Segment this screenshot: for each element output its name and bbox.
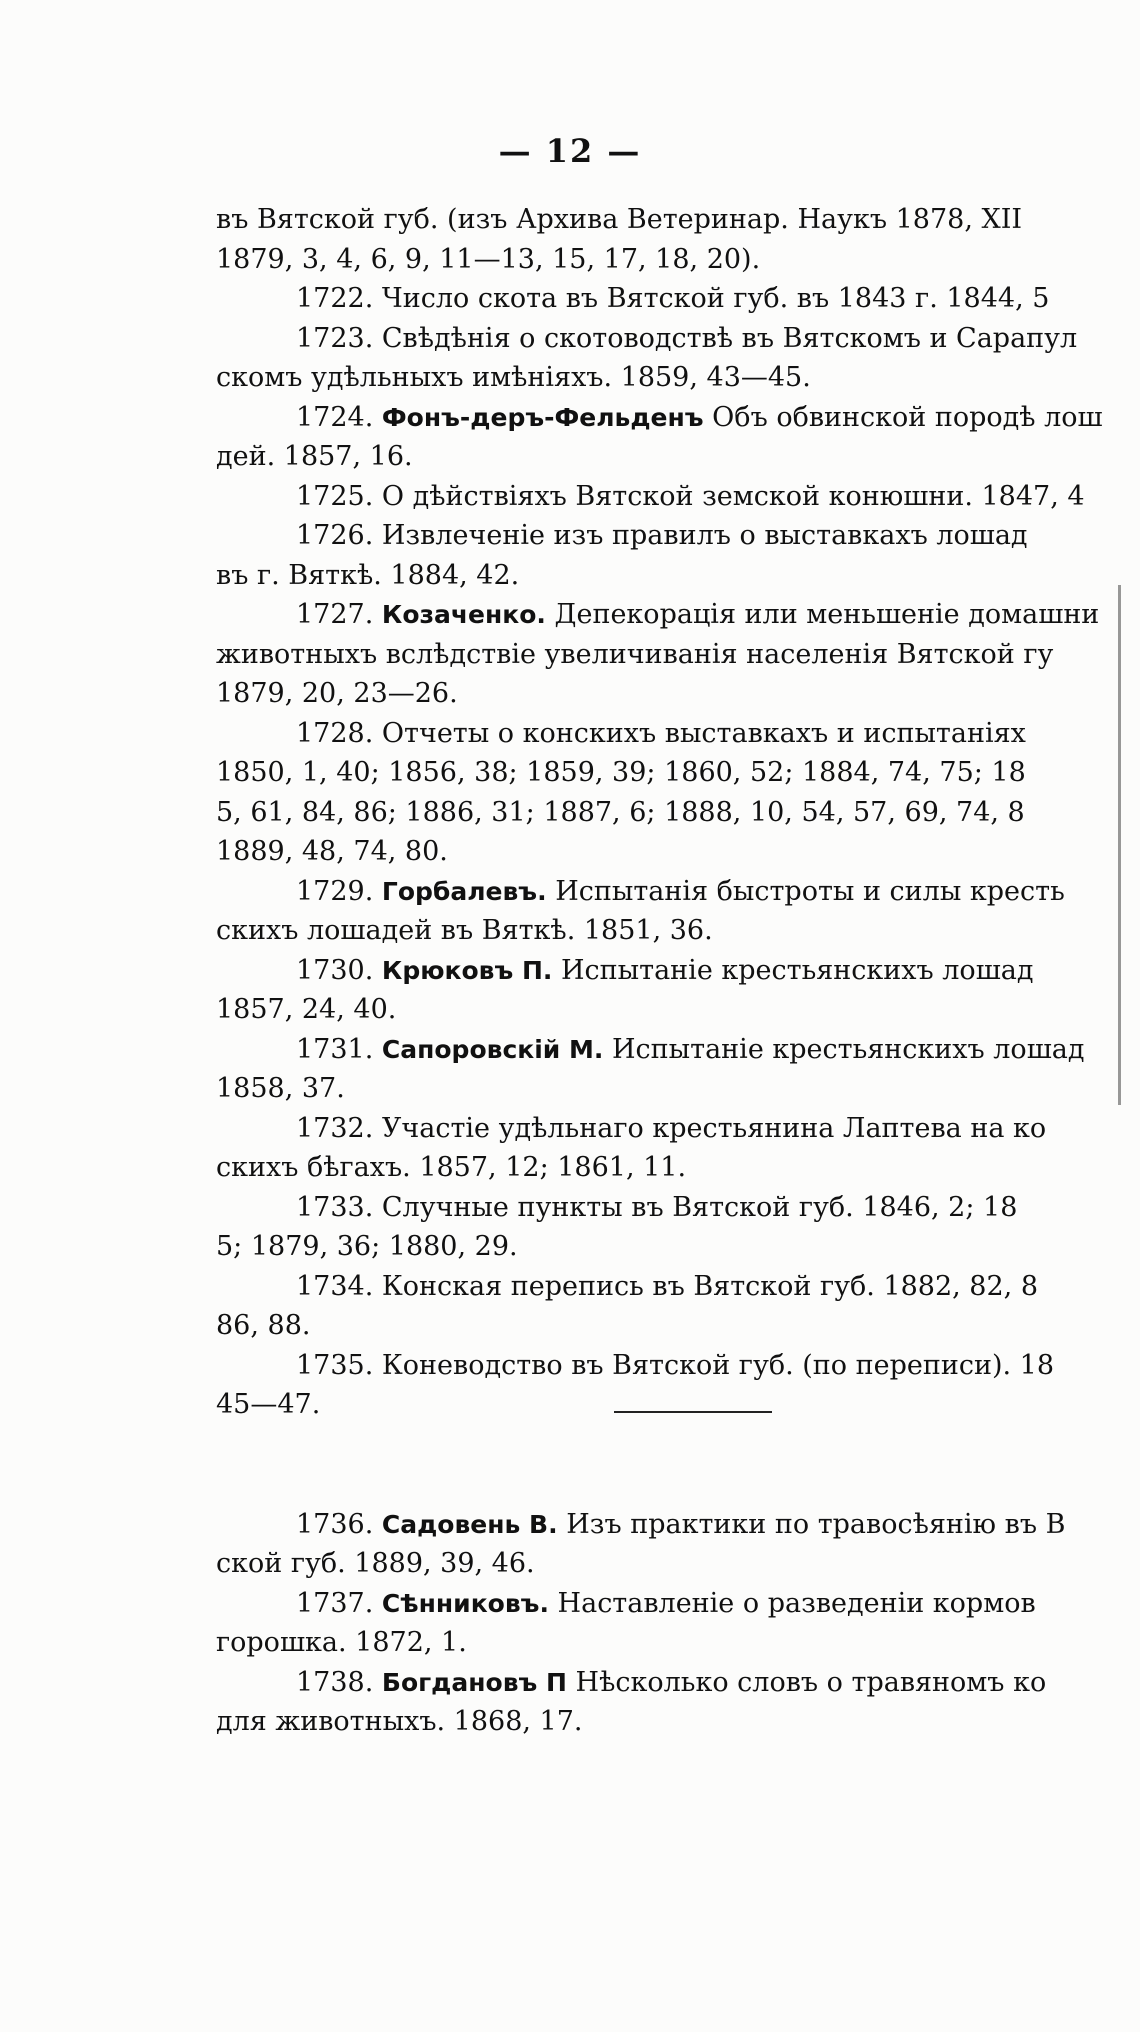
entry-text: скихъ бѣгахъ. 1857, 12; 1861, 11. [216,1152,687,1183]
entry-number: 1724. [296,401,374,433]
entries-section-a [216,279,1140,1425]
entry-text: животныхъ вслѣдствіе увеличиванія населенія Вятской гу [216,638,1054,670]
entry-first-line [216,1109,1140,1149]
entry-number: 1728. [296,717,374,749]
entry-continuation-line [216,1069,1140,1109]
bibliography-entry [216,1663,1140,1742]
entry-text: горошка. 1872, 1. [216,1627,467,1658]
entry-text: 1879, 20, 23—26. [216,678,458,709]
entry-continuation-line [216,1623,1140,1663]
bibliography-entry [216,872,1140,951]
bibliography-entry [216,477,1140,517]
entry-author: Фонъ-деръ-Фельденъ [381,402,704,432]
entry-first-line [216,1188,1140,1228]
entry-text: Объ обвинской породѣ лош [712,401,1103,433]
entry-number: 1729. [296,875,374,907]
entry-author: Горбалевъ. [381,876,547,906]
entry-text: 5; 1879, 36; 1880, 29. [216,1231,518,1262]
entry-first-line [216,1346,1140,1386]
entry-text: Число скота въ Вятской губ. въ 1843 г. 1844, 5 [381,283,1050,314]
bibliography-entry [216,1109,1140,1188]
entry-text: скихъ лошадей въ Вяткѣ. 1851, 36. [216,915,713,946]
bibliography-entry [216,1188,1140,1267]
entry-first-line [216,1663,1140,1703]
entry-continuation-line [216,556,1140,596]
entry-author: Сѣнниковъ. [381,1588,549,1618]
bibliography-entry [216,279,1140,319]
entry-first-line [216,1505,1140,1545]
entry-number: 1731. [296,1033,374,1065]
continuation-line: 1879, 3, 4, 6, 9, 11—13, 15, 17, 18, 20). [216,243,761,275]
entry-first-line [216,477,1140,517]
entry-text: для животныхъ. 1868, 17. [216,1706,583,1737]
bibliography-entry [216,951,1140,1030]
entry-text: Изъ практики по травосѣянію въ В [566,1508,1066,1540]
bibliography-entry [216,516,1140,595]
continuation-line: въ Вятской губ. (изъ Архива Ветеринар. Наукъ 1878, XII [216,204,1023,235]
entry-continuation-line [216,635,1140,675]
entry-continuation-line [216,1544,1140,1584]
entry-text: Нѣсколько словъ о травяномъ ко [575,1666,1047,1698]
entry-text: Коневодство въ Вятской губ. (по переписи). 18 [381,1349,1055,1381]
entry-continuation-line [216,1306,1140,1346]
page-number: — 12 — [498,132,642,170]
entry-text: въ г. Вяткѣ. 1884, 42. [216,559,520,591]
entry-first-line [216,319,1140,359]
entry-continuation-line [216,437,1140,477]
bibliography-entry [216,1505,1140,1584]
entry-text: скомъ удѣльныхъ имѣніяхъ. 1859, 43—45. [216,362,811,393]
entry-text: 1858, 37. [216,1073,345,1104]
bibliography-entry [216,714,1140,872]
entry-first-line [216,872,1140,912]
entry-number: 1723. [296,322,374,354]
entry-text: Депекорація или меньшеніе домашни [554,599,1100,630]
entry-author: Садовень В. [381,1509,558,1539]
entry-number: 1737. [296,1587,374,1619]
entry-number: 1734. [296,1270,374,1302]
entry-text: Конская перепись въ Вятской губ. 1882, 82, 8 [381,1270,1039,1302]
entry-author: Крюковъ П. [381,955,553,985]
entry-first-line [216,1030,1140,1070]
entry-continuation-line [216,1702,1140,1742]
entry-first-line [216,398,1140,438]
entry-text: 5, 61, 84, 86; 1886, 31; 1887, 6; 1888, 10, 54, 57, 69, 74, 8 [216,796,1025,828]
bibliography-text [216,200,1140,1742]
entry-first-line [216,951,1140,991]
entry-first-line [216,1584,1140,1624]
entry-text: Испытаніе крестьянскихъ лошад [612,1033,1085,1065]
entry-continuation-line [216,1227,1140,1267]
entry-text: Отчеты о конскихъ выставкахъ и испытаніях [381,717,1026,749]
entry-first-line [216,279,1140,319]
entry-author: Сапоровскій М. [381,1034,604,1064]
entries-section-b [216,1505,1140,1742]
bibliography-entry [216,319,1140,398]
entry-number: 1735. [296,1349,374,1381]
entry-continuation-line [216,674,1140,714]
entry-continuation-line [216,990,1140,1030]
entry-number: 1733. [296,1191,374,1223]
bibliography-entry [216,1584,1140,1663]
entry-first-line [216,516,1140,556]
entry-text: 1850, 1, 40; 1856, 38; 1859, 39; 1860, 52; 1884, 74, 75; 18 [216,757,1026,788]
entry-continuation-line [216,832,1140,872]
bibliography-entry [216,1030,1140,1109]
entry-first-line [216,595,1140,635]
entry-continuation-line [216,911,1140,951]
entry-number: 1738. [296,1666,374,1698]
entry-number: 1730. [296,954,374,986]
entry-number: 1736. [296,1508,374,1540]
entry-continuation-line [216,753,1140,793]
bibliography-entry [216,1267,1140,1346]
entry-text: Свѣдѣнія о скотоводствѣ въ Вятскомъ и Сарапул [381,322,1078,354]
entry-text: Испытаніе крестьянскихъ лошад [561,954,1034,986]
entry-continuation-line [216,793,1140,833]
section-gap [216,1425,1140,1465]
entry-number: 1725. [296,480,374,512]
entry-text: О дѣйствіяхъ Вятской земской конюшни. 1847, 4 [381,480,1085,512]
entry-continuation-line [216,1385,1140,1425]
entry-number: 1726. [296,520,374,551]
entry-text: 45—47. [216,1389,321,1420]
entry-continuation-line [216,358,1140,398]
entry-text: Случные пункты въ Вятской губ. 1846, 2; 18 [381,1191,1018,1223]
entry-text: Извлеченіе изъ правилъ о выставкахъ лошад [381,520,1028,551]
bibliography-entry [216,595,1140,714]
entry-first-line [216,714,1140,754]
section-gap [216,1465,1140,1505]
entry-first-line [216,1267,1140,1307]
entry-text: 1857, 24, 40. [216,994,397,1025]
entry-text: 86, 88. [216,1310,311,1341]
entry-author: Козаченко. [381,600,546,629]
entry-text: Участіе удѣльнаго крестьянина Лаптева на ко [381,1112,1047,1144]
entry-text: Наставленіе о разведеніи кормов [557,1587,1036,1619]
entry-number: 1722. [296,283,374,314]
entry-continuation-line [216,1148,1140,1188]
entry-text: Испытанія быстроты и силы кресть [555,875,1065,907]
bibliography-entry [216,398,1140,477]
entry-text: дей. 1857, 16. [216,441,413,472]
entry-text: ской губ. 1889, 39, 46. [216,1548,535,1579]
section-divider [614,1411,772,1413]
entry-number: 1732. [296,1112,374,1144]
entry-text: 1889, 48, 74, 80. [216,836,448,867]
entry-author: Богдановъ П [381,1667,567,1697]
entry-number: 1727. [296,599,374,630]
